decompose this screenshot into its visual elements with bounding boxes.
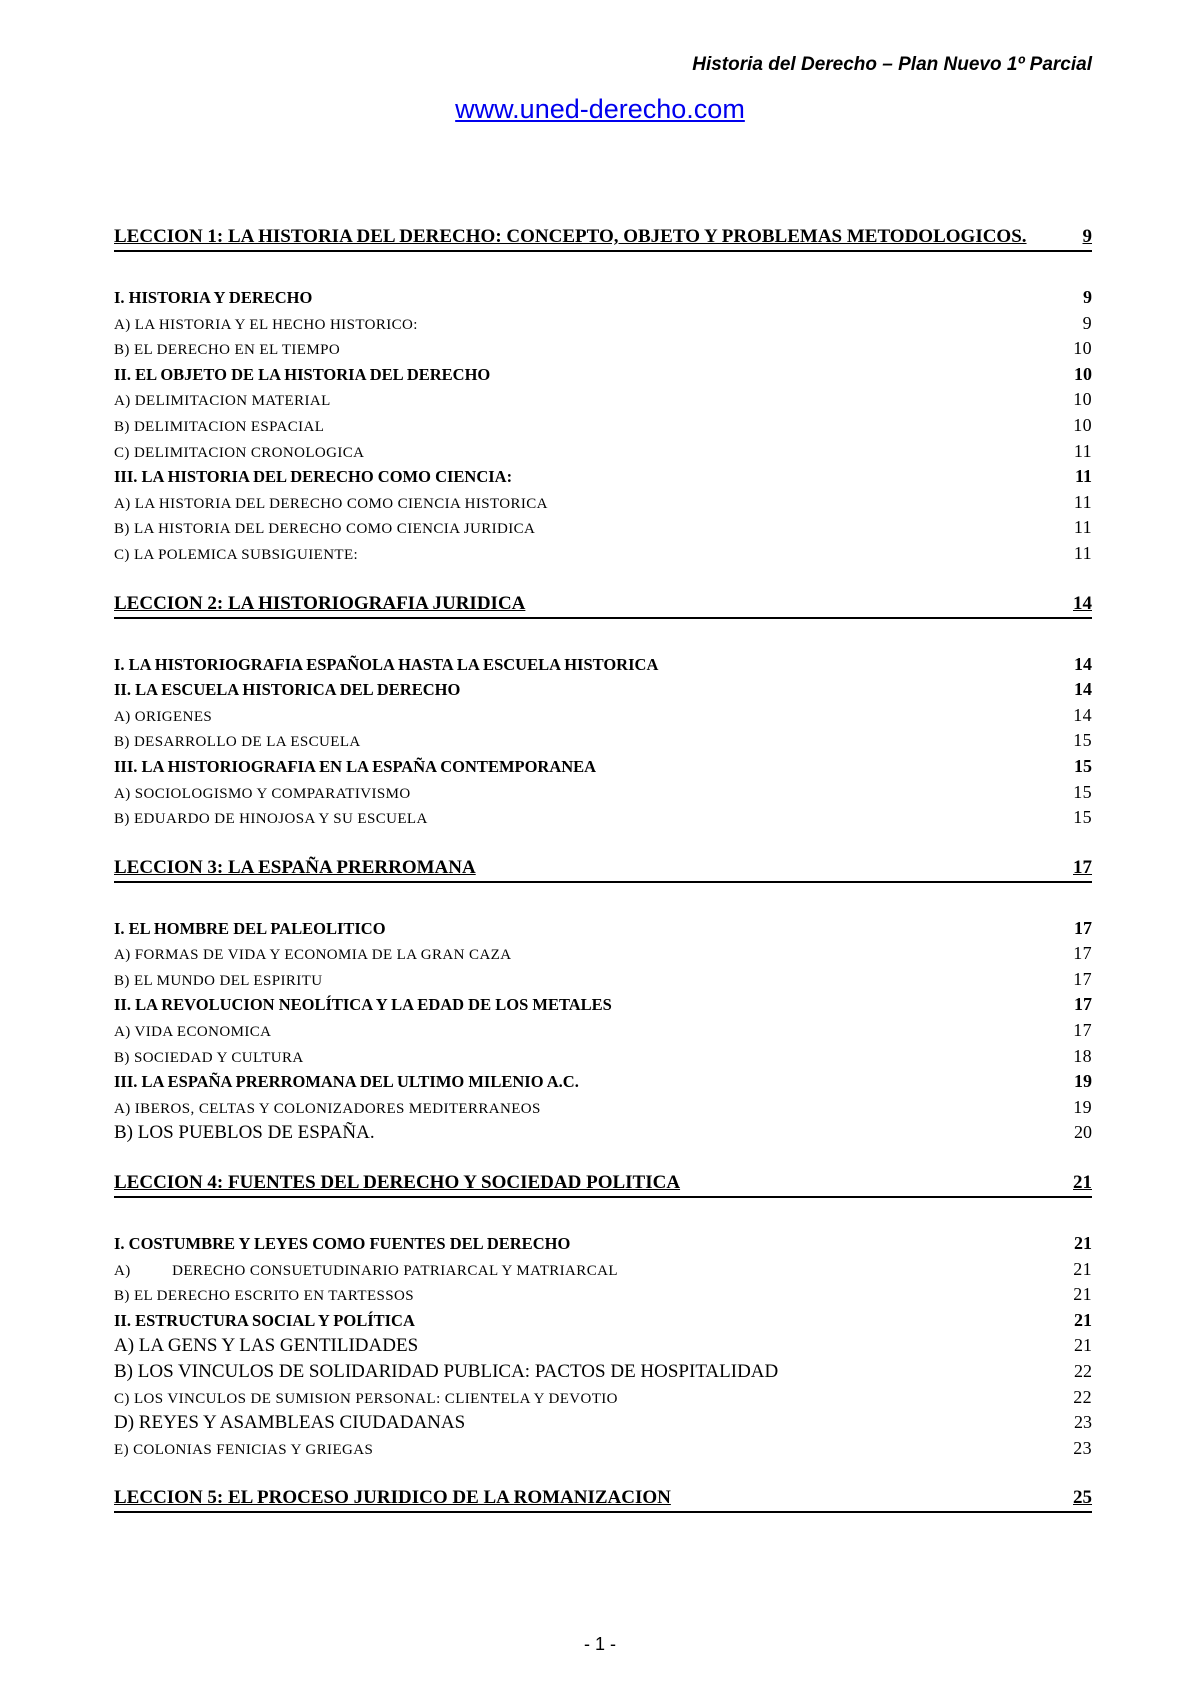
toc-entry-text: III. LA HISTORIOGRAFIA EN LA ESPAÑA CONTEMPORANEA — [114, 756, 597, 776]
toc-entry-page: 20 — [1074, 1122, 1092, 1143]
toc-entry[interactable] — [114, 652, 1092, 678]
toc-entry[interactable] — [114, 703, 1092, 729]
toc-entry[interactable] — [114, 1308, 1092, 1334]
toc-entry-text: B) EL DERECHO EN EL TIEMPO — [114, 342, 341, 359]
toc-entry-page: 10 — [1073, 338, 1092, 359]
toc-entry-text: II. LA ESCUELA HISTORICA DEL DERECHO — [114, 680, 461, 700]
toc-entry-page: 17 — [1073, 943, 1092, 964]
toc-entry-list — [114, 916, 1092, 1146]
toc-entry[interactable] — [114, 490, 1092, 516]
lesson-page-number: 17 — [1073, 856, 1092, 878]
toc-entry-page: 21 — [1074, 1335, 1092, 1356]
toc-entry[interactable] — [114, 1018, 1092, 1044]
lesson-section — [114, 855, 1092, 1146]
toc-entry[interactable] — [114, 1282, 1092, 1308]
toc-entry[interactable] — [114, 754, 1092, 780]
toc-entry[interactable] — [114, 1069, 1092, 1095]
toc-entry-list — [114, 652, 1092, 831]
toc-entry-text: A) SOCIOLOGISMO Y COMPARATIVISMO — [114, 785, 411, 802]
toc-entry-page: 17 — [1073, 968, 1092, 989]
toc-entry-page: 18 — [1073, 1045, 1092, 1066]
lesson-section — [114, 591, 1092, 831]
lesson-page-number: 21 — [1073, 1172, 1092, 1194]
lesson-section — [114, 224, 1092, 567]
toc-entry-page: 21 — [1074, 1309, 1092, 1330]
toc-entry-text: D) REYES Y ASAMBLEAS CIUDADANAS — [114, 1412, 466, 1434]
toc-entry-text: C) LA POLEMICA SUBSIGUIENTE: — [114, 546, 359, 563]
site-link-wrapper — [0, 94, 1200, 125]
toc-entry[interactable] — [114, 1120, 1092, 1146]
toc-entry-page: 15 — [1073, 730, 1092, 751]
toc-entry[interactable] — [114, 362, 1092, 388]
toc-entry[interactable] — [114, 916, 1092, 942]
lesson-title: LECCION 3: LA ESPAÑA PRERROMANA — [114, 856, 476, 878]
toc-entry[interactable] — [114, 805, 1092, 831]
lesson-page-number: 14 — [1073, 592, 1092, 614]
toc-entry-page: 10 — [1073, 389, 1092, 410]
toc-entry[interactable] — [114, 1095, 1092, 1121]
lesson-title: LECCION 1: LA HISTORIA DEL DERECHO: CONCEPTO, OBJETO Y PROBLEMAS METODOLOGICOS. — [114, 226, 1027, 247]
site-link[interactable]: www.uned-derecho.com — [455, 94, 745, 124]
toc-entry-text: II. ESTRUCTURA SOCIAL Y POLÍTICA — [114, 1310, 415, 1330]
toc-entry-page: 11 — [1074, 466, 1092, 487]
toc-entry-page: 23 — [1074, 1412, 1092, 1433]
lesson-section — [114, 1170, 1092, 1461]
toc-entry-text: C) DELIMITACION CRONOLOGICA — [114, 444, 365, 461]
toc-entry-page: 23 — [1073, 1437, 1092, 1458]
toc-entry[interactable] — [114, 285, 1092, 311]
toc-entry[interactable] — [114, 515, 1092, 541]
toc-entry-text: I. EL HOMBRE DEL PALEOLITICO — [114, 918, 386, 938]
toc-entry-page: 21 — [1073, 1258, 1092, 1279]
toc-entry-text: A) DERECHO CONSUETUDINARIO PATRIARCAL Y MATRIARCAL — [114, 1262, 618, 1279]
toc-entry-text: B) LOS PUEBLOS DE ESPAÑA. — [114, 1122, 375, 1144]
toc-entry-page: 22 — [1073, 1386, 1092, 1407]
toc-entry-page: 22 — [1074, 1361, 1092, 1381]
lesson-heading[interactable] — [114, 591, 1092, 619]
toc-entry-page: 9 — [1083, 287, 1092, 307]
toc-entry-text: C) LOS VINCULOS DE SUMISION PERSONAL: CLIENTELA Y DEVOTIO — [114, 1390, 618, 1407]
lesson-heading[interactable] — [114, 224, 1092, 252]
toc-entry-page: 14 — [1074, 653, 1092, 674]
toc-entry-list — [114, 1231, 1092, 1461]
toc-entry[interactable] — [114, 336, 1092, 362]
lesson-heading[interactable] — [114, 1170, 1092, 1198]
toc-entry[interactable] — [114, 1044, 1092, 1070]
toc-entry-page: 9 — [1082, 312, 1092, 333]
toc-entry-text: A) LA GENS Y LAS GENTILIDADES — [114, 1335, 419, 1357]
toc-entry-text: E) COLONIAS FENICIAS Y GRIEGAS — [114, 1441, 374, 1458]
toc-entry-text: A) FORMAS DE VIDA Y ECONOMIA DE LA GRAN CAZA — [114, 947, 512, 964]
toc-entry-list — [114, 285, 1092, 567]
toc-entry[interactable] — [114, 541, 1092, 567]
toc-entry-text: A) IBEROS, CELTAS Y COLONIZADORES MEDITERRANEOS — [114, 1100, 541, 1117]
toc-entry[interactable] — [114, 1385, 1092, 1411]
toc-entry[interactable] — [114, 1257, 1092, 1283]
toc-entry-page: 15 — [1073, 807, 1092, 828]
toc-entry-text: A) LA HISTORIA DEL DERECHO COMO CIENCIA HISTORICA — [114, 495, 548, 512]
toc-entry[interactable] — [114, 387, 1092, 413]
toc-entry-text: B) SOCIEDAD Y CULTURA — [114, 1049, 304, 1066]
toc-entry-text: B) LA HISTORIA DEL DERECHO COMO CIENCIA JURIDICA — [114, 521, 536, 538]
lesson-heading[interactable] — [114, 1485, 1092, 1513]
toc-entry-text: B) DESARROLLO DE LA ESCUELA — [114, 734, 361, 751]
toc-entry-text: B) LOS VINCULOS DE SOLIDARIDAD PUBLICA: PACTOS DE HOSPITALIDAD — [114, 1361, 779, 1382]
lesson-title: LECCION 4: FUENTES DEL DERECHO Y SOCIEDAD POLITICA — [114, 1172, 681, 1194]
page-number: - 1 - — [583, 1634, 616, 1654]
lesson-page-number: 9 — [1082, 226, 1092, 247]
toc-entry-page: 17 — [1073, 1020, 1092, 1041]
lesson-title: LECCION 5: EL PROCESO JURIDICO DE LA ROMANIZACION — [114, 1487, 671, 1509]
toc-entry-text: B) EL MUNDO DEL ESPIRITU — [114, 972, 323, 989]
toc-entry-text: III. LA HISTORIA DEL DERECHO COMO CIENCIA: — [114, 467, 513, 487]
toc-entry[interactable] — [114, 780, 1092, 806]
toc-entry-text: A) LA HISTORIA Y EL HECHO HISTORICO: — [114, 316, 418, 333]
toc-entry[interactable] — [114, 728, 1092, 754]
toc-entry[interactable] — [114, 311, 1092, 337]
toc-entry[interactable] — [114, 1436, 1092, 1462]
toc-entry-text: I. HISTORIA Y DERECHO — [114, 288, 313, 307]
toc-entry-text: A) ORIGENES — [114, 708, 213, 725]
toc-entry-page: 14 — [1073, 704, 1092, 725]
table-of-contents — [114, 224, 1092, 1513]
lesson-title: LECCION 2: LA HISTORIOGRAFIA JURIDICA — [114, 592, 526, 614]
toc-entry-text: I. LA HISTORIOGRAFIA ESPAÑOLA HASTA LA ESCUELA HISTORICA — [114, 654, 659, 674]
toc-entry-page: 17 — [1074, 994, 1092, 1015]
toc-entry-page: 15 — [1074, 755, 1092, 776]
toc-entry[interactable] — [114, 677, 1092, 703]
toc-entry-page: 15 — [1073, 781, 1092, 802]
toc-entry-page: 11 — [1073, 440, 1092, 461]
toc-entry-page: 14 — [1074, 679, 1092, 700]
toc-entry[interactable] — [114, 1333, 1092, 1359]
toc-entry-text: II. EL OBJETO DE LA HISTORIA DEL DERECHO — [114, 364, 491, 384]
lesson-heading[interactable] — [114, 855, 1092, 883]
toc-entry-text: B) DELIMITACION ESPACIAL — [114, 418, 325, 435]
toc-entry-text: A) DELIMITACION MATERIAL — [114, 393, 331, 410]
toc-entry-text: B) EL DERECHO ESCRITO EN TARTESSOS — [114, 1288, 414, 1305]
toc-entry-page: 11 — [1073, 517, 1092, 538]
toc-entry[interactable] — [114, 1410, 1092, 1436]
toc-entry-text: I. COSTUMBRE Y LEYES COMO FUENTES DEL DERECHO — [114, 1234, 571, 1254]
toc-entry-page: 10 — [1073, 414, 1092, 435]
toc-entry-page: 19 — [1073, 1096, 1092, 1117]
toc-entry-page: 21 — [1074, 1233, 1092, 1254]
toc-entry-page: 19 — [1074, 1071, 1092, 1092]
toc-entry-page: 11 — [1073, 491, 1092, 512]
toc-entry[interactable] — [114, 439, 1092, 465]
lesson-page-number: 25 — [1073, 1487, 1092, 1509]
toc-entry-page: 21 — [1073, 1284, 1092, 1305]
toc-entry[interactable] — [114, 992, 1092, 1018]
toc-entry-page: 11 — [1073, 542, 1092, 563]
running-header: Historia del Derecho – Plan Nuevo 1º Parcial — [692, 54, 1092, 75]
toc-entry-page: 17 — [1074, 917, 1092, 938]
toc-entry[interactable] — [114, 413, 1092, 439]
toc-entry-page: 10 — [1074, 363, 1092, 384]
toc-entry[interactable] — [114, 464, 1092, 490]
toc-entry-text: III. LA ESPAÑA PRERROMANA DEL ULTIMO MILENIO A.C. — [114, 1072, 579, 1092]
toc-entry-text: II. LA REVOLUCION NEOLÍTICA Y LA EDAD DE LOS METALES — [114, 995, 612, 1015]
toc-entry[interactable] — [114, 967, 1092, 993]
toc-entry[interactable] — [114, 941, 1092, 967]
toc-entry[interactable] — [114, 1359, 1092, 1385]
toc-entry[interactable] — [114, 1231, 1092, 1257]
toc-entry-text: B) EDUARDO DE HINOJOSA Y SU ESCUELA — [114, 811, 428, 828]
toc-entry-text: A) VIDA ECONOMICA — [114, 1024, 272, 1041]
lesson-section — [114, 1485, 1092, 1513]
